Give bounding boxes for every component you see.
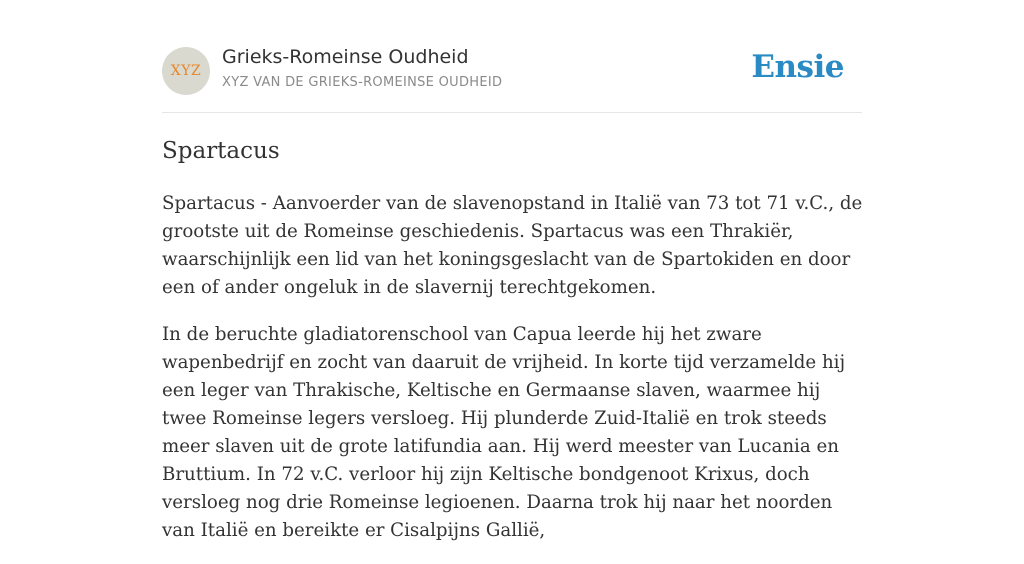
- article-body: [162, 190, 868, 564]
- ensie-logo[interactable]: Ensie: [751, 49, 844, 85]
- source-title[interactable]: Grieks-Romeinse Oudheid: [222, 46, 469, 68]
- header: [162, 0, 862, 113]
- source-subtitle: XYZ VAN DE GRIEKS-ROMEINSE OUDHEID: [222, 75, 503, 90]
- article-title: Spartacus: [162, 138, 280, 164]
- page-container: [162, 0, 863, 541]
- article-paragraph: Spartacus - Aanvoerder van de slavenopstand in Italië van 73 tot 71 v.C., de grootste uit de Romeinse geschiedenis. Spartacus was een Thrakiër, waarschijnlijk een lid van het koningsgeslacht van de Spartokiden en door een of ander ongeluk in de slavernij terechtgekomen.: [162, 193, 863, 298]
- source-avatar[interactable]: XYZ: [162, 47, 210, 95]
- article-paragraph: In de beruchte gladiatorenschool van Capua leerde hij het zware wapenbedrijf en zocht van daaruit de vrijheid. In korte tijd verzamelde hij een leger van Thrakische, Keltische en Germaanse slaven, waarmee hij twee Romeinse legers versloeg. Hij plunderde Zuid-Italië en trok steeds meer slaven uit de grote latifundia aan. Hij werd meester van Lucania en Bruttium. In 72 v.C. verloor hij zijn Keltische bondgenoot Krixus, doch versloeg nog drie Romeinse legioenen. Daarna trok hij naar het noorden van Italië en bereikte er Cisalpijns Gallië,: [162, 324, 846, 541]
